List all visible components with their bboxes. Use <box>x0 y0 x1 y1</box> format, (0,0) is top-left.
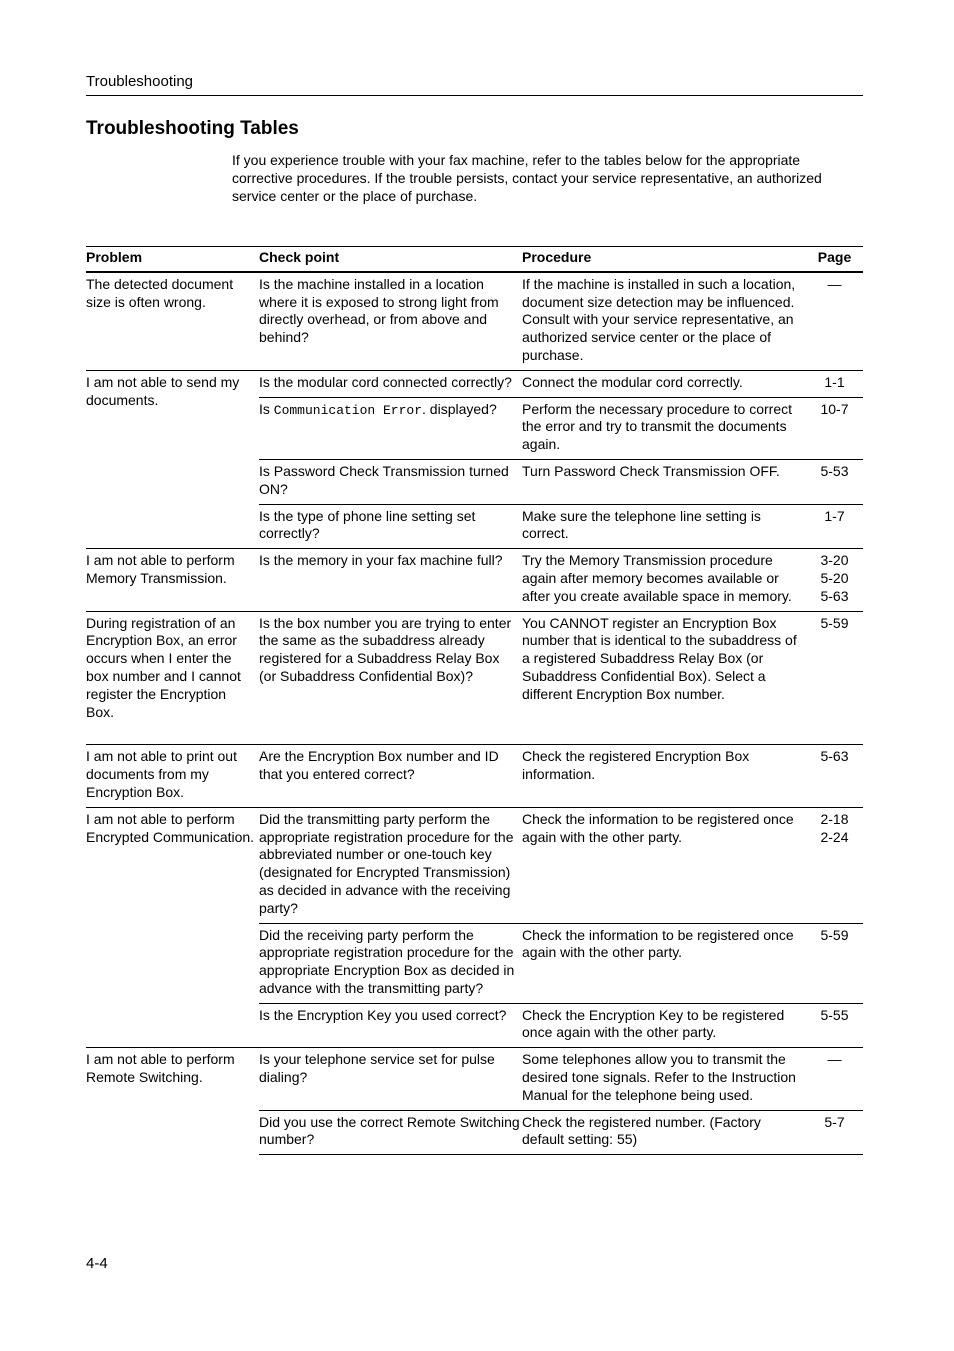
page-cell: — <box>806 1048 863 1110</box>
check-point-cell: Did you use the correct Remote Switching number? <box>259 1110 522 1155</box>
table-header-row <box>86 247 863 272</box>
check-point-cell: Is the machine installed in a location where it is exposed to strong light from directly overhead, or from above and behind? <box>259 275 499 346</box>
page-cell: — <box>827 275 842 292</box>
table-row <box>86 745 863 807</box>
page-cell: 5-59 <box>806 923 863 1003</box>
page-cell: 1-1 <box>806 370 863 397</box>
check-point-cell: Is the Encryption Key you used correct? <box>259 1003 522 1048</box>
check-point-cell: Did the receiving party perform the appropriate registration procedure for the appropriate Encryption Box as decided in advance with the transmitting party? <box>259 923 522 1003</box>
check-text-prefix: Is <box>259 400 274 417</box>
check-point-cell: Is the modular cord connected correctly? <box>259 370 522 397</box>
problem-cell: During registration of an Encryption Box, an error occurs when I enter the box number and I cannot register the Encryption Box. <box>86 611 259 745</box>
check-point-cell <box>259 397 522 459</box>
procedure-cell: Check the registered number. (Factory default setting: 55) <box>522 1110 806 1155</box>
problem-cell: I am not able to perform Encrypted Communication. <box>86 807 259 1048</box>
page-cell <box>806 549 863 611</box>
procedure-cell: Check the information to be registered once again with the other party. <box>522 923 806 1003</box>
problem-cell: I am not able to perform Memory Transmission. <box>86 549 259 611</box>
page-ref: 5-63 <box>820 587 849 604</box>
problem-cell: I am not able to print out documents from my Encryption Box. <box>86 745 259 807</box>
page-cell: 5-7 <box>806 1110 863 1155</box>
page-cell: 5-55 <box>806 1003 863 1048</box>
intro-paragraph: If you experience trouble with your fax machine, refer to the tables below for the appropriate corrective procedures. If the trouble persists, contact your service representative, an authorized service center or the place of purchase. <box>232 152 822 204</box>
procedure-cell: Try the Memory Transmission procedure again after memory becomes available or after you create available space in memory. <box>522 549 806 611</box>
table-row <box>86 611 863 745</box>
check-point-cell: Is your telephone service set for pulse dialing? <box>259 1048 522 1110</box>
problem-cell: I am not able to send my documents. <box>86 370 259 548</box>
page-cell: 1-7 <box>806 504 863 549</box>
check-point-cell: Is the box number you are trying to enter the same as the subaddress already registered for a Subaddress Relay Box (or Subaddress Confidential Box)? <box>259 611 522 745</box>
page-ref: 3-20 <box>820 552 849 569</box>
page-ref: 2-18 <box>820 810 849 827</box>
table-row <box>86 272 863 370</box>
problem-cell: The detected document size is often wrong. <box>86 275 234 310</box>
page-number: 4-4 <box>86 1255 108 1272</box>
column-header-page: Page <box>806 247 863 272</box>
column-header-problem: Problem <box>86 247 259 272</box>
procedure-cell: Make sure the telephone line setting is correct. <box>522 504 806 549</box>
page-cell: 5-53 <box>806 459 863 504</box>
procedure-cell: Connect the modular cord correctly. <box>522 370 806 397</box>
table-row <box>86 370 863 397</box>
header-rule <box>86 95 863 96</box>
page-ref: 5-20 <box>820 569 849 586</box>
procedure-cell: Some telephones allow you to transmit the desired tone signals. Refer to the Instruction Manual for the telephone being used. <box>522 1048 806 1110</box>
table-row <box>86 549 863 611</box>
column-header-procedure: Procedure <box>522 247 806 272</box>
troubleshooting-table <box>86 246 863 1155</box>
check-point-cell: Are the Encryption Box number and ID that you entered correct? <box>259 745 522 807</box>
column-header-check-point: Check point <box>259 247 522 272</box>
error-message-code: Communication Error <box>273 402 423 418</box>
procedure-cell: Perform the necessary procedure to correct the error and try to transmit the documents again. <box>522 397 806 459</box>
page-title: Troubleshooting Tables <box>86 118 299 139</box>
procedure-cell: You CANNOT register an Encryption Box number that is identical to the subaddress of a registered Subaddress Relay Box (or Subaddress Confidential Box). Select a different Encryption Box number. <box>522 611 806 745</box>
check-text-suffix: . displayed? <box>422 400 497 417</box>
table-row <box>86 807 863 923</box>
page-ref: 2-24 <box>820 828 849 845</box>
problem-cell: I am not able to perform Remote Switching. <box>86 1048 259 1155</box>
check-point-cell: Is the type of phone line setting set correctly? <box>259 504 522 549</box>
procedure-cell: Check the registered Encryption Box information. <box>522 745 806 807</box>
procedure-cell: Turn Password Check Transmission OFF. <box>522 459 806 504</box>
page-cell: 5-63 <box>806 745 863 807</box>
page-cell: 10-7 <box>806 397 863 459</box>
running-header: Troubleshooting <box>86 73 194 90</box>
procedure-cell: If the machine is installed in such a location, document size detection may be influenced. Consult with your service representative, an authorized service center or the place of purchase. <box>522 275 796 363</box>
page-cell: 5-59 <box>806 611 863 745</box>
table-row <box>86 1048 863 1110</box>
check-point-cell: Is Password Check Transmission turned ON? <box>259 459 522 504</box>
procedure-cell: Check the Encryption Key to be registered once again with the other party. <box>522 1003 806 1048</box>
page-cell <box>806 807 863 923</box>
check-point-cell: Did the transmitting party perform the appropriate registration procedure for the abbreviated number or one-touch key (designated for Encrypted Transmission) as decided in advance with the receiving party? <box>259 807 522 923</box>
check-point-cell: Is the memory in your fax machine full? <box>259 549 522 611</box>
procedure-cell: Check the information to be registered once again with the other party. <box>522 807 806 923</box>
